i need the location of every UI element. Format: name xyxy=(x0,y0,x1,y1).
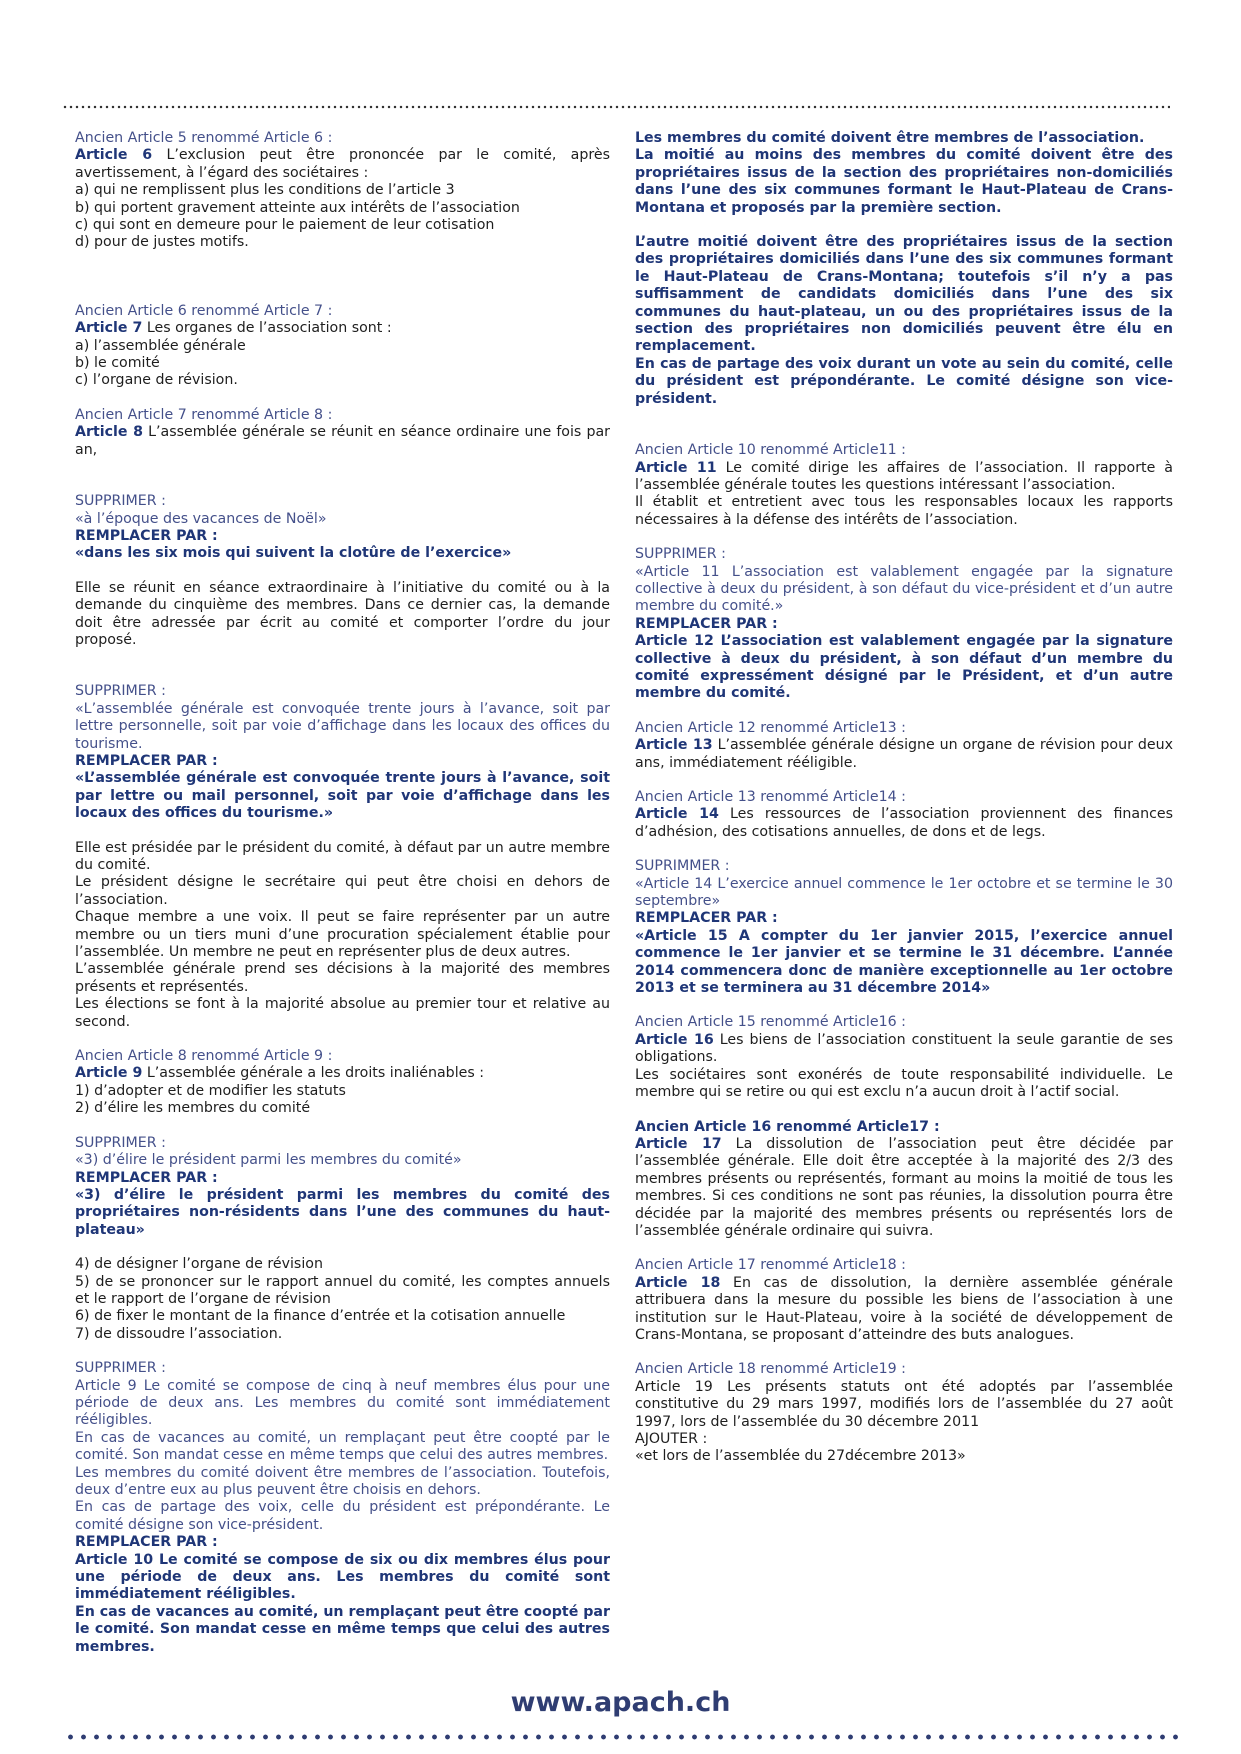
heading-article-6: Ancien Article 5 renommé Article 6 : xyxy=(75,130,333,146)
article-17-text: Article 17 La dissolution de l’association peut être décidée par l’assemblée générale. Elle doit être acceptée à la majorité des 2/3 des membres présents ou représentés, formant au moins la moitié de tous les membres. Si ces conditions ne sont pas réunies, la dissolution pourra être décidée par la majorité des membres présents ou représentés lors de l’assemblée générale ordinaire qui suivra. xyxy=(635,1135,1173,1239)
article-13-text: Article 13 L’assemblée générale désigne un organe de révision pour deux ans, immédiatement rééligible. xyxy=(635,737,1174,771)
article-6-item-c: c) qui sont en demeure pour le paiement de leur cotisation xyxy=(75,217,495,234)
presidency-text: Elle est présidée par le président du comité, à défaut par un autre membre du comité. xyxy=(75,839,610,873)
article-8-text: Article 8 L’assemblée générale se réunit en séance ordinaire une fois par an, xyxy=(75,424,610,458)
supprimer-label-1: SUPPRIMER : xyxy=(75,493,166,510)
deleted-text-4c: Les membres du comité doivent être membres de l’association. Toutefois, deux d’entre eux au plus peuvent être choisis en dehors. xyxy=(75,1464,610,1498)
committee-tie-vote-text: En cas de partage des voix durant un vote au sein du comité, celle du président est prépondérante. Le comité désigne son vice-président. xyxy=(635,355,1173,407)
deleted-text-6: «Article 14 L’exercice annuel commence le 1er octobre et se termine le 30 septembre» xyxy=(635,875,1173,910)
committee-half-nondomiciled-text: La moitié au moins des membres du comité doivent être des propriétaires issus de la section des propriétaires non-domiciliés dans l’une des six communes formant le Haut-Plateau de Crans-Montana et proposés par la première section. xyxy=(635,147,1173,216)
article-11-text: Article 11 Le comité dirige les affaires de l’association. Il rapporte à l’assemblée générale toutes les questions intéressant l’association. xyxy=(635,459,1173,493)
article-11-text-2: Il établit et entretient avec tous les responsables locaux les rapports nécessaires à la défense des intérêts de l’association. xyxy=(635,494,1173,528)
secretary-text: Le président désigne le secrétaire qui peut être choisi en dehors de l’association. xyxy=(75,874,610,908)
article-9-item-1: 1) d’adopter et de modifier les statuts xyxy=(75,1082,346,1099)
elections-text: Les élections se font à la majorité absolue au premier tour et relative au second. xyxy=(75,996,610,1030)
added-text: «et lors de l’assemblée du 27décembre 2013» xyxy=(635,1448,966,1465)
footer-website-link[interactable]: www.apach.ch xyxy=(510,1687,731,1718)
article-19-text: Article 19 Les présents statuts ont été adoptés par l’assemblée constitutive du 29 mars 1997, modifiés lors de l’assemblée du 27 août 1997, lors de l’assemblée du 30 décembre 2011 xyxy=(635,1378,1173,1430)
article-7-item-b: b) le comité xyxy=(75,355,160,372)
heading-article-17: Ancien Article 16 renommé Article17 : xyxy=(635,1118,940,1135)
article-9-item-6: 6) de fixer le montant de la finance d’entrée et la cotisation annuelle xyxy=(75,1308,566,1325)
new-text-5: Article 12 L’association est valablement engagée par la signature collective à deux du président, à son défaut d’un membre du comité expressément désigné par le Président, et d’un autre membre du comité. xyxy=(635,633,1173,702)
deleted-text-4b: En cas de vacances au comité, un remplaçant peut être coopté par le comité. Son mandat cesse en même temps que celui des autres membres. xyxy=(75,1429,610,1464)
article-9-item-5: 5) de se prononcer sur le rapport annuel du comité, les comptes annuels et le rapport de l’organe de révision xyxy=(75,1273,610,1307)
supprimer-label-4: SUPPRIMER : xyxy=(75,1360,166,1377)
replace-label-3: REMPLACER PAR : xyxy=(75,1169,218,1186)
voting-text: Chaque membre a une voix. Il peut se faire représenter par un autre membre ou un tiers muni d’une procuration spécialement établie pour l’assemblée. Un membre ne peut en représenter plus de deux autres. xyxy=(75,909,610,961)
deleted-text-4d: En cas de partage des voix, celle du président est prépondérante. Le comité désigne son vice-président. xyxy=(75,1499,610,1533)
committee-half-domiciled-text: L’autre moitié doivent être des propriétaires issus de la section des propriétaires domiciliés dans l’une des six communes formant le Haut-Plateau de Crans-Montana; toutefois s’il n’y a pas suffisamment de candidats domiciliés dans l’une des six communes du haut-plateau, un ou des propriétaires issus de la section des propriétaires non domiciliés peuvent être élu en remplacement. xyxy=(635,234,1173,355)
heading-article-13: Ancien Article 12 renommé Article13 : xyxy=(635,719,906,736)
article-6-text: Article 6 L’exclusion peut être prononcée par le comité, après avertissement, à l’égard des sociétaires : xyxy=(75,147,610,181)
replace-label-5: REMPLACER PAR : xyxy=(635,615,778,632)
extraordinary-session-text: Elle se réunit en séance extraordinaire à l’initiative du comité ou à la demande du cinquième des membres. Dans ce dernier cas, la demande doit être adressée par écrit au comité et comporter l’ordre du jour proposé. xyxy=(75,579,610,648)
heading-article-7: Ancien Article 6 renommé Article 7 : xyxy=(75,302,333,319)
replace-label-1: REMPLACER PAR : xyxy=(75,527,218,544)
article-6-item-b: b) qui portent gravement atteinte aux intérêts de l’association xyxy=(75,199,520,216)
article-7-text: Article 7 Les organes de l’association sont : xyxy=(75,320,392,337)
article-18-text: Article 18 En cas de dissolution, la dernière assemblée générale attribuera dans la mesure du possible les biens de l’association à une institution sur le Haut-Plateau, voire à la société de développement de Crans-Montana, se proposant d’atteindre des buts analogues. xyxy=(635,1274,1174,1343)
heading-article-16: Ancien Article 15 renommé Article16 : xyxy=(635,1014,906,1031)
deleted-text-3: «3) d’élire le président parmi les membres du comité» xyxy=(75,1152,462,1169)
supprimer-label-6: SUPRIMMER : xyxy=(635,858,730,875)
article-6-item-a: a) qui ne remplissent plus les conditions de l’article 3 xyxy=(75,182,455,199)
supprimer-label-5: SUPPRIMER : xyxy=(635,546,726,563)
article-16-text-2: Les sociétaires sont exonérés de toute responsabilité individuelle. Le membre qui se retire ou qui est exclu n’a aucun droit à l’actif social. xyxy=(635,1066,1173,1101)
majority-text: L’assemblée générale prend ses décisions à la majorité des membres présents et représentés. xyxy=(75,961,610,995)
article-7-item-a: a) l’assemblée générale xyxy=(75,337,246,354)
supprimer-label-2: SUPPRIMER : xyxy=(75,683,166,700)
left-column xyxy=(75,130,610,1656)
new-text-2: «L’assemblée générale est convoquée trente jours à l’avance, soit par lettre ou mail personnel, soit par voie d’affichage dans les locaux des offices du tourisme.» xyxy=(75,770,610,822)
deleted-text-4a: Article 9 Le comité se compose de cinq à neuf membres élus pour une période de deux ans. Les membres du comité sont immédiatement rééligibles. xyxy=(75,1377,610,1429)
supprimer-label-3: SUPPRIMER : xyxy=(75,1134,166,1151)
article-14-text: Article 14 Les ressources de l’association proviennent des finances d’adhésion, des cotisations annuelles, de dons et de legs. xyxy=(635,806,1173,840)
new-text-4a: Article 10 Le comité se compose de six ou dix membres élus pour une période de deux ans. Les membres du comité sont immédiatement rééligibles. xyxy=(75,1551,610,1603)
replace-label-6: REMPLACER PAR : xyxy=(635,910,778,927)
article-7-item-c: c) l’organe de révision. xyxy=(75,372,238,389)
top-dotted-rule xyxy=(62,104,1170,110)
heading-article-18: Ancien Article 17 renommé Article18 : xyxy=(635,1257,906,1274)
article-9-item-2: 2) d’élire les membres du comité xyxy=(75,1100,311,1117)
article-16-text: Article 16 Les biens de l’association constituent la seule garantie de ses obligations. xyxy=(635,1031,1174,1066)
replace-label-2: REMPLACER PAR : xyxy=(75,752,218,769)
replace-label-4: REMPLACER PAR : xyxy=(75,1534,218,1551)
deleted-text-2: «L’assemblée générale est convoquée trente jours à l’avance, soit par lettre personnelle, soit par voie d’affichage dans les locaux des offices du tourisme. xyxy=(75,700,610,752)
heading-article-9: Ancien Article 8 renommé Article 9 : xyxy=(75,1048,333,1065)
new-text-4b: En cas de vacances au comité, un remplaçant peut être coopté par le comité. Son mandat cesse en même temps que celui des autres membres. xyxy=(75,1603,610,1655)
right-column xyxy=(635,130,1173,1466)
new-text-1: «dans les six mois qui suivent la clotûre de l’exercice» xyxy=(75,545,512,562)
heading-article-19: Ancien Article 18 renommé Article19 : xyxy=(635,1361,906,1378)
article-9-item-4: 4) de désigner l’organe de révision xyxy=(75,1256,323,1273)
deleted-text-5: «Article 11 L’association est valablement engagée par la signature collective à deux du président, à son défaut du vice-président et d’un autre membre du comité.» xyxy=(635,563,1173,615)
bottom-dotted-rule xyxy=(64,1733,1179,1741)
heading-article-8: Ancien Article 7 renommé Article 8 : xyxy=(75,406,333,423)
heading-article-11: Ancien Article 10 renommé Article11 : xyxy=(635,442,906,459)
new-text-3: «3) d’élire le président parmi les membres du comité des propriétaires non-résidents dans l’une des communes du haut-plateau» xyxy=(75,1186,610,1238)
new-text-6: «Article 15 A compter du 1er janvier 2015, l’exercice annuel commence le 1er janvier et se termine le 31 décembre. L’année 2014 commencera donc de manière exceptionnelle au 1er octobre 2013 et se terminera au 31 décembre 2014» xyxy=(635,927,1173,997)
deleted-text-1: «à l’époque des vacances de Noël» xyxy=(75,510,327,527)
article-9-text: Article 9 L’assemblée générale a les droits inaliénables : xyxy=(75,1065,485,1082)
article-6-item-d: d) pour de justes motifs. xyxy=(75,234,249,251)
committee-membership-text: Les membres du comité doivent être membres de l’association. xyxy=(635,130,1145,146)
article-9-item-7: 7) de dissoudre l’association. xyxy=(75,1325,283,1342)
ajouter-label: AJOUTER : xyxy=(635,1431,708,1447)
heading-article-14: Ancien Article 13 renommé Article14 : xyxy=(635,789,906,805)
